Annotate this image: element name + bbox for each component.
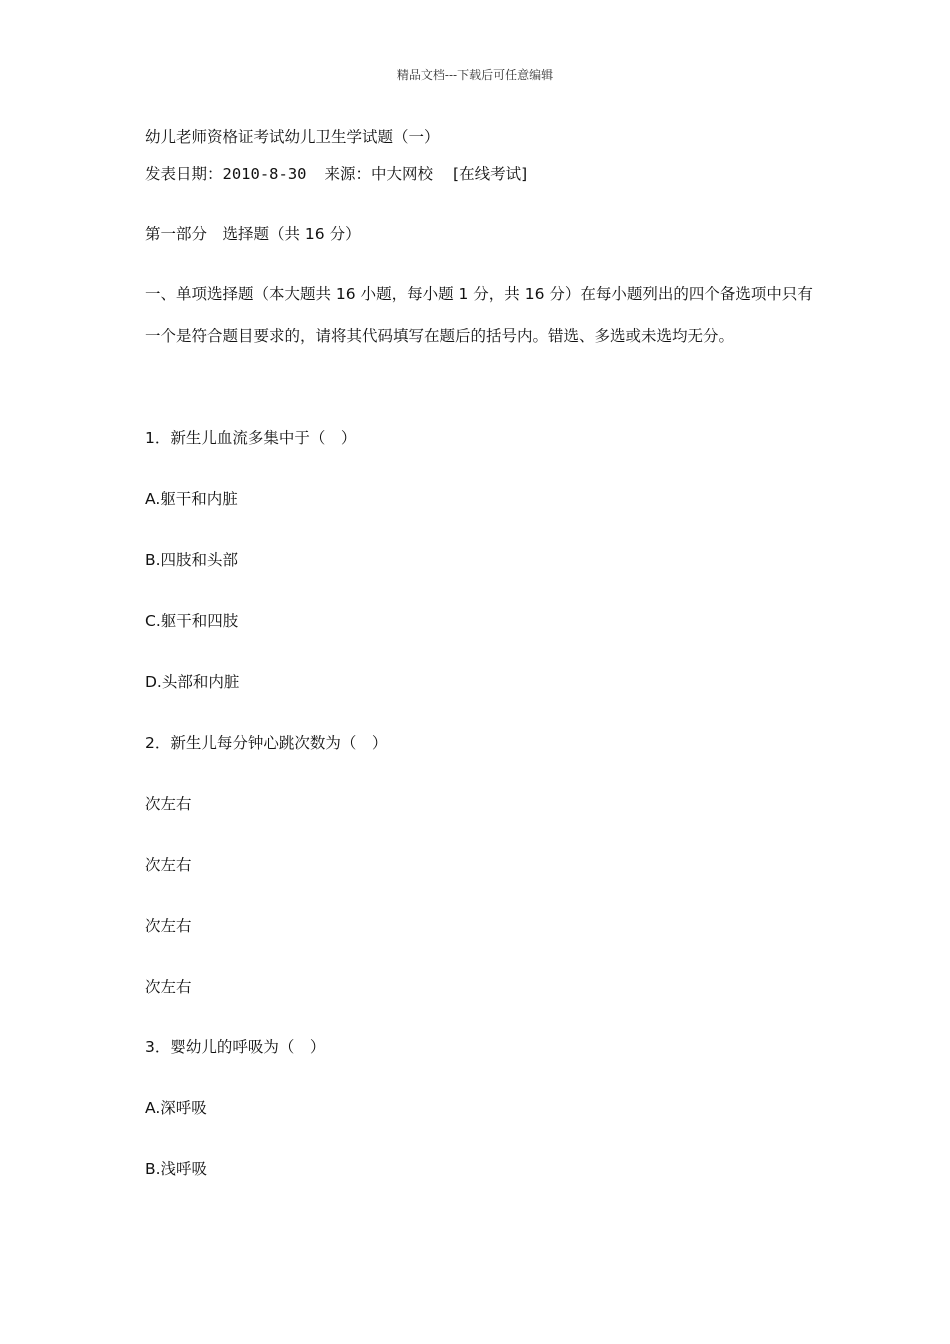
question-1-option-c: C.躯干和四肢: [145, 612, 239, 630]
document-meta: [145, 164, 527, 184]
source-text: 来源：中大网校: [324, 165, 434, 183]
question-2-prompt: 2．新生儿每分钟心跳次数为（ ）: [145, 734, 388, 752]
question-3-option-b: B.浅呼吸: [145, 1160, 208, 1178]
question-3-prompt: 3．婴幼儿的呼吸为（ ）: [145, 1038, 326, 1056]
date-label: 发表日期：: [145, 165, 223, 183]
question-1-prompt: 1．新生儿血流多集中于（ ）: [145, 429, 357, 447]
document-title: 幼儿老师资格证考试幼儿卫生学试题（一）: [145, 128, 440, 146]
instructions-paragraph: 一、单项选择题（本大题共 16 小题，每小题 1 分，共 16 分）在每小题列出的四个备选项中只有一个是符合题目要求的，请将其代码填写在题后的括号内。错选、多选或未选均无分。: [145, 285, 813, 345]
date-value: 2010-8-30: [222, 165, 307, 183]
question-2-option-4: 次左右: [145, 978, 192, 996]
question-1-option-d: D.头部和内脏: [145, 673, 240, 691]
question-1-option-b: B.四肢和头部: [145, 551, 239, 569]
question-1-option-a: A.躯干和内脏: [145, 490, 238, 508]
question-2-option-1: 次左右: [145, 795, 192, 813]
online-exam-link[interactable]: [在线考试]: [453, 165, 528, 183]
page-header: 精品文档---下载后可任意编辑: [396, 68, 554, 82]
question-3-option-a: A.深呼吸: [145, 1099, 207, 1117]
part-heading: 第一部分 选择题（共 16 分）: [145, 225, 361, 243]
question-2-option-2: 次左右: [145, 856, 192, 874]
question-2-option-3: 次左右: [145, 917, 192, 935]
